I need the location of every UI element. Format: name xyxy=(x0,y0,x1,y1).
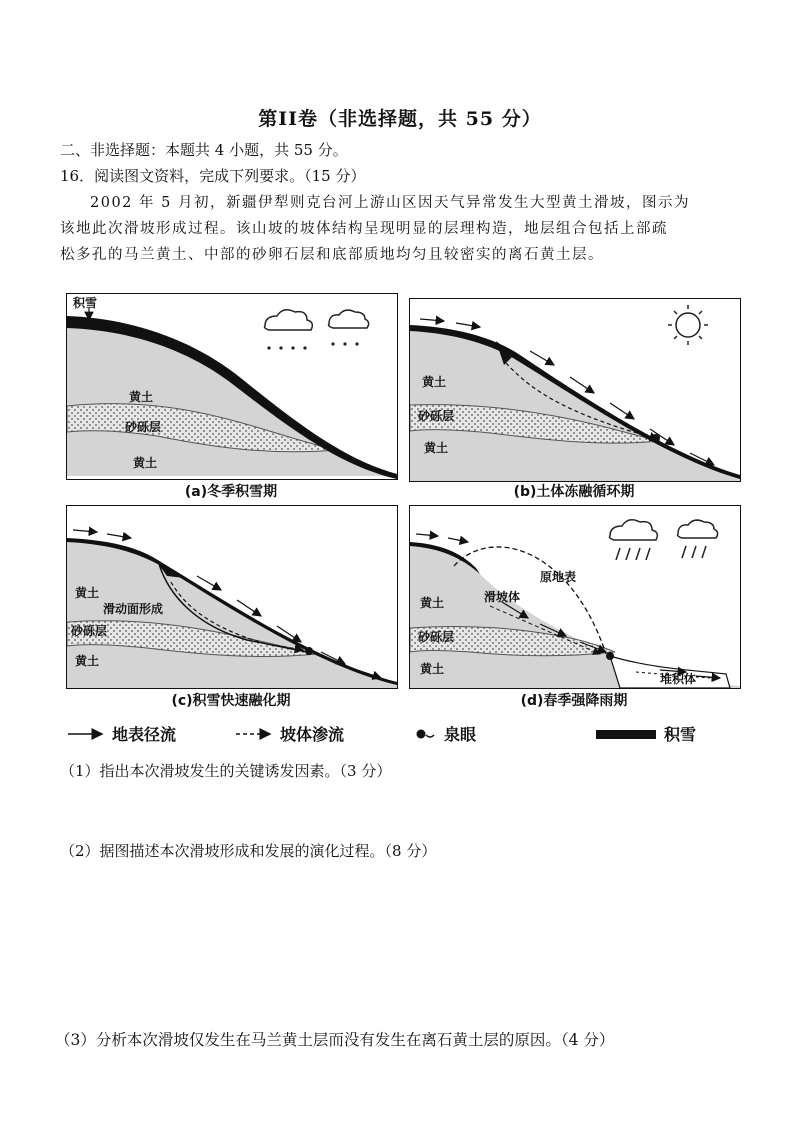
spring-icon xyxy=(652,434,660,442)
legend-seepage xyxy=(234,722,344,745)
snowfall-icon xyxy=(267,342,358,349)
legend xyxy=(66,722,746,748)
label-slip-surface: 滑动面形成 xyxy=(103,602,164,616)
label-loess-bottom: 黄土 xyxy=(133,456,158,470)
question-2: （2）据图描述本次滑坡形成和发展的演化过程。（8 分） xyxy=(60,842,437,860)
sun-icon xyxy=(668,305,708,345)
label-loess-bottom: 黄土 xyxy=(420,662,445,676)
caption-c: (c)积雪快速融化期 xyxy=(171,693,291,709)
caption-a: (a)冬季积雪期 xyxy=(184,484,278,500)
legend-snow xyxy=(596,722,696,745)
label-snow: 积雪 xyxy=(73,296,98,310)
label-loess-bottom: 黄土 xyxy=(424,441,449,455)
label-original-surface: 原地表 xyxy=(540,570,577,584)
figure-a-winter-snow xyxy=(66,293,398,480)
label-loess-bottom: 黄土 xyxy=(75,654,100,668)
label-landslide-body: 滑坡体 xyxy=(484,590,521,604)
intro-line-1: 2002 年 5 月初，新疆伊犁则克台河上游山区因天气异常发生大型黄土滑坡，图示为 xyxy=(90,195,690,211)
solid-arrow-icon xyxy=(66,728,106,740)
figure-d-diagram xyxy=(410,506,740,688)
legend-seepage-label: 坡体渗流 xyxy=(280,725,345,744)
figure-b-diagram xyxy=(410,299,740,481)
legend-spring-label: 泉眼 xyxy=(444,725,477,744)
figure-d-spring-rain xyxy=(409,505,741,689)
label-loess-top: 黄土 xyxy=(420,596,445,610)
question-1: （1）指出本次滑坡发生的关键诱发因素。（3 分） xyxy=(60,762,392,780)
intro-line-2: 该地此次滑坡形成过程。该山坡的坡体结构呈现明显的层理构造，地层组合包括上部疏 xyxy=(60,221,668,237)
spring-icon xyxy=(414,727,438,741)
label-deposit: 堆积体 xyxy=(660,672,697,686)
label-gravel: 砂砾层 xyxy=(418,630,455,644)
figure-a-diagram xyxy=(67,294,397,479)
section-heading: 二、非选择题：本题共 4 小题，共 55 分。 xyxy=(60,141,348,159)
intro-line-3: 松多孔的马兰黄土、中部的砂卵石层和底部质地均匀且较密实的离石黄土层。 xyxy=(60,247,604,263)
legend-runoff xyxy=(66,722,176,745)
caption-b: (b)土体冻融循环期 xyxy=(513,484,635,500)
label-loess-top: 黄土 xyxy=(422,375,447,389)
figure-c-diagram xyxy=(67,506,397,688)
label-loess-top: 黄土 xyxy=(75,586,100,600)
rain-icon xyxy=(616,546,706,560)
label-gravel: 砂砾层 xyxy=(125,420,162,434)
page-title: 第II卷（非选择题，共 55 分） xyxy=(258,108,542,130)
legend-snow-label: 积雪 xyxy=(664,725,697,744)
cloud-icon xyxy=(265,310,369,330)
dashed-arrow-icon xyxy=(234,728,274,740)
label-gravel: 砂砾层 xyxy=(71,624,108,638)
legend-spring xyxy=(414,722,476,745)
question-3: （3）分析本次滑坡仅发生在马兰黄土层而没有发生在离石黄土层的原因。（4 分） xyxy=(55,1031,615,1049)
question-16-header: 16．阅读图文资料，完成下列要求。（15 分） xyxy=(60,167,366,185)
snow-bar-icon xyxy=(596,727,658,741)
caption-d: (d)春季强降雨期 xyxy=(520,693,628,709)
figure-c-snowmelt xyxy=(66,505,398,689)
spring-icon xyxy=(606,652,614,660)
cloud-icon xyxy=(610,520,718,540)
figure-b-freeze-thaw xyxy=(409,298,741,482)
label-gravel: 砂砾层 xyxy=(418,409,455,423)
spring-icon xyxy=(305,647,313,655)
label-loess-top: 黄土 xyxy=(129,390,154,404)
legend-runoff-label: 地表径流 xyxy=(112,725,177,744)
